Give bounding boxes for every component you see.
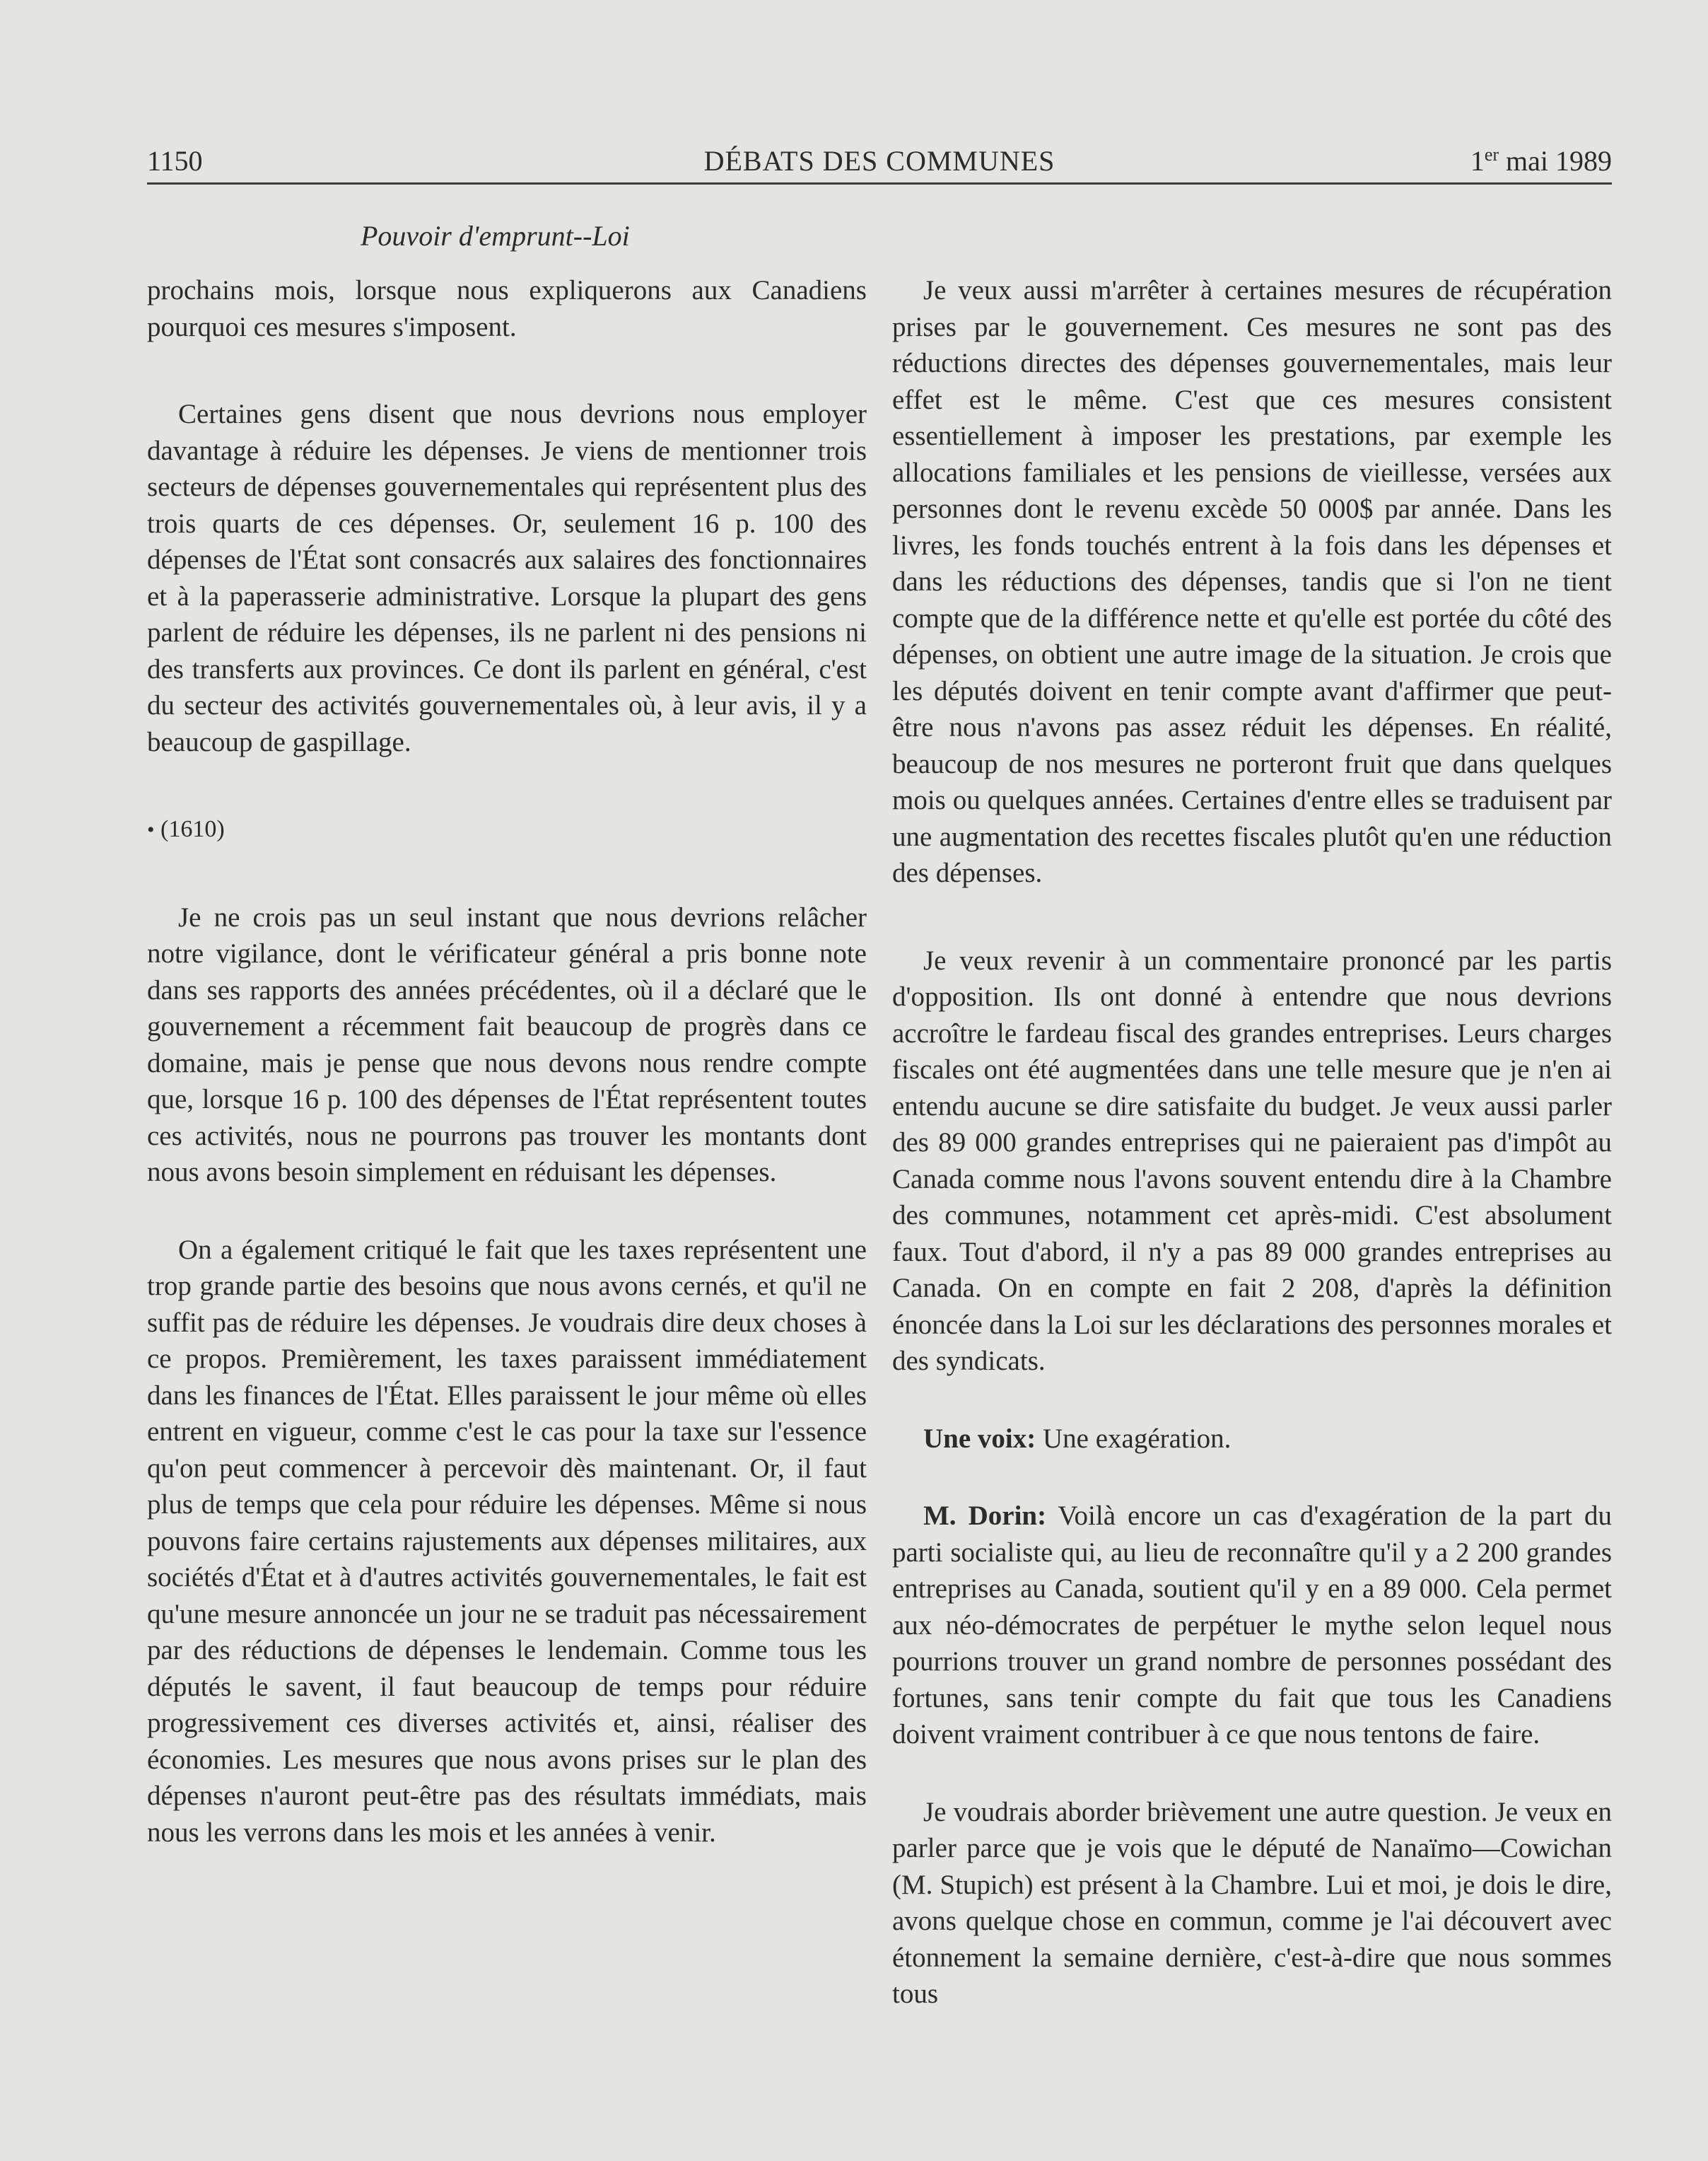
bullet-icon: • — [147, 818, 155, 841]
left-paragraph-3: Je ne crois pas un seul instant que nous devrions relâcher notre vigilance, dont le vérificateur général a pris bonne note dans ses rapports des années précédentes, où il a déclaré que le gouvernement a récemment fait beaucoup de progrès dans ce domaine, mais je pense que nous devons nous rendre compte que, lorsque 16 p. 100 des dépenses de l'État représentent toutes ces activités, nous ne pourrons pas trouver les montants dont nous avons besoin simplement en réduisant les dépenses. — [147, 902, 867, 1187]
header-rule — [147, 182, 1612, 185]
speaker-name: Une voix: — [923, 1423, 1036, 1454]
time-marker-text: (1610) — [160, 816, 225, 842]
right-column — [892, 272, 1612, 2013]
publication-date — [1470, 139, 1612, 184]
page-header — [147, 139, 1612, 184]
date-suffix: er — [1484, 144, 1499, 165]
subject-heading: Pouvoir d'emprunt--Loi — [361, 220, 630, 252]
speech-text: Une exagération. — [1036, 1423, 1232, 1454]
publication-title: DÉBATS DES COMMUNES — [703, 145, 1055, 177]
date-rest: mai 1989 — [1499, 145, 1612, 177]
left-paragraph-2: Certaines gens disent que nous devrions nous employer davantage à réduire les dépenses. Je viens de mentionner trois secteurs de dépenses gouvernementales qui représentent plus des trois quarts de ces dépenses. Or, seulement 16 p. 100 des dépenses de l'État sont consacrés aux salaires des fonctionnaires et à la paperasserie administrative. Lorsque la plupart des gens parlent de réduire les dépenses, ils ne parlent ni des pensions ni des transferts aux provinces. Ce dont ils parlent en général, c'est du secteur des activités gouvernementales où, à leur avis, il y a beaucoup de gaspillage. — [147, 399, 867, 757]
speech-une-voix — [892, 1421, 1612, 1457]
right-paragraph-3: Je voudrais aborder brièvement une autre question. Je veux en parler parce que je vois que le député de Nanaïmo—Cowichan (M. Stupich) est présent à la Chambre. Lui et moi, je dois le dire, avons quelque chose en commun, comme je l'ai découvert avec étonnement la semaine dernière, c'est-à-dire que nous sommes tous — [892, 1796, 1612, 2009]
left-paragraph-4: On a également critiqué le fait que les taxes représentent une trop grande partie des besoins que nous avons cernés, et qu'il ne suffit pas de réduire les dépenses. Je voudrais dire deux choses à ce propos. Premièrement, les taxes paraissent immédiatement dans les finances de l'État. Elles paraissent le jour même où elles entrent en vigueur, comme c'est le cas pour la taxe sur l'essence qu'on peut commencer à percevoir dès maintenant. Or, il faut plus de temps que cela pour réduire les dépenses. Même si nous pouvons faire certains rajustements aux dépenses militaires, aux sociétés d'État et à d'autres activités gouvernementales, le fait est qu'une mesure annoncée un jour ne se traduit pas nécessairement par des réductions de dépenses le lendemain. Comme tous les députés le savent, il faut beaucoup de temps pour réduire progressivement ces diverses activités et, ainsi, réaliser des économies. Les mesures que nous avons prises sur le plan des dépenses n'auront peut-être pas des résultats immédiats, mais nous les verrons dans les mois et les années à venir. — [147, 1234, 867, 1848]
page-number: 1150 — [147, 145, 203, 177]
left-column — [147, 272, 867, 1851]
right-paragraph-1: Je veux aussi m'arrêter à certaines mesures de récupération prises par le gouvernement. Ces mesures ne sont pas des réductions directes des dépenses gouvernementales, mais leur effet est le même. C'est que ces mesures consistent essentiellement à imposer les prestations, par exemple les allocations familiales et les pensions de vieillesse, versées aux personnes dont le revenu excède 50 000$ par année. Dans les livres, les fonds touchés entrent à la fois dans les dépenses et dans les réductions des dépenses, tandis que si l'on ne tient compte que de la différence nette et qu'elle est portée du côté des dépenses, on obtient une autre image de la situation. Je crois que les députés doivent en tenir compte avant d'affirmer que peut-être nous n'avons pas assez réduit les dépenses. En réalité, beaucoup de nos mesures ne porteront fruit que dans quelques mois ou quelques années. Certaines d'entre elles se traduisent par une augmentation des recettes fiscales plutôt qu'en une réduction des dépenses. — [892, 275, 1612, 888]
time-marker — [147, 811, 867, 849]
left-paragraph-1: prochains mois, lorsque nous expliquerons aux Canadiens pourquoi ces mesures s'imposent. — [147, 275, 867, 342]
right-paragraph-2: Je veux revenir à un commentaire prononcé par les partis d'opposition. Ils ont donné à entendre que nous devrions accroître le fardeau fiscal des grandes entreprises. Leurs charges fiscales ont été augmentées dans une telle mesure que je n'en ai entendu aucune se dire satisfaite du budget. Je veux aussi parler des 89 000 grandes entreprises qui ne paieraient pas d'impôt au Canada comme nous l'avons souvent entendu dire à la Chambre des communes, notamment cet après-midi. C'est absolument faux. Tout d'abord, il n'y a pas 89 000 grandes entreprises au Canada. On en compte en fait 2 208, d'après la définition énoncée dans la Loi sur les déclarations des personnes morales et des syndicats. — [892, 945, 1612, 1376]
date-day: 1 — [1470, 145, 1485, 177]
speech-m-dorin — [892, 1498, 1612, 1753]
speaker-name: M. Dorin: — [923, 1501, 1047, 1531]
speech-text: Voilà encore un cas d'exagération de la part du parti socialiste qui, au lieu de reconnaître qu'il y a 2 200 grandes entreprises au Canada, soutient qu'il y en a 89 000. Cela permet aux néo-démocrates de perpétuer le mythe selon lequel nous pourrions trouver un grand nombre de personnes possédant des fortunes, sans tenir compte du fait que tous les Canadiens doivent vraiment contribuer à ce que nous tentons de faire. — [892, 1501, 1612, 1749]
